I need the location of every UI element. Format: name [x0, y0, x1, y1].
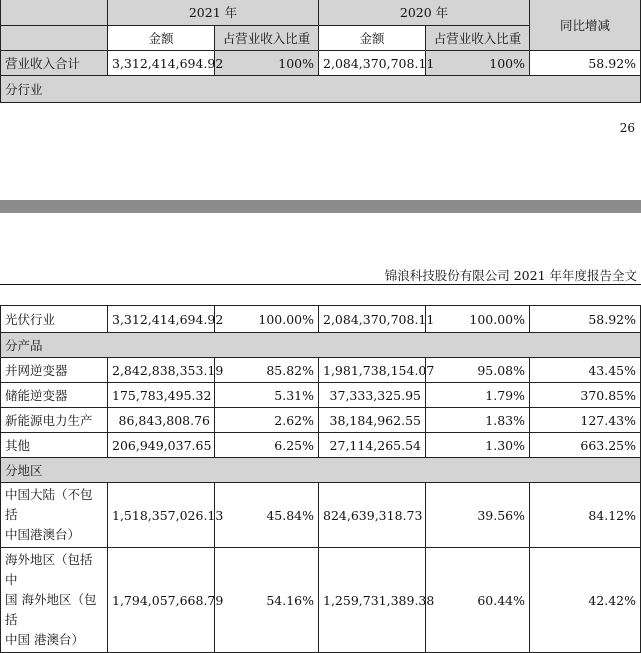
row-label-line: 海外地区（包括中	[5, 552, 93, 587]
amount-2021-cell: 3,312,414,694.92	[108, 306, 215, 333]
ratio-2020-cell: 39.56%	[426, 483, 530, 548]
page-number: 26	[619, 121, 635, 135]
header-rule	[0, 284, 641, 285]
amount-2021-header: 金额	[108, 26, 215, 51]
amount-2020-cell: 1,981,738,154.07	[319, 358, 426, 383]
ratio-2021-cell: 85.82%	[215, 358, 319, 383]
yoy-cell: 84.12%	[530, 483, 641, 548]
amount-2021-cell: 175,783,495.32	[108, 383, 215, 408]
blank-header-cell	[1, 26, 108, 51]
amount-2020-cell: 824,639,318.73	[319, 483, 426, 548]
table-row	[1, 408, 641, 433]
table-row	[1, 358, 641, 383]
blank-header-cell	[1, 0, 108, 26]
section-label: 分产品	[1, 333, 641, 358]
amount-2020-cell: 2,084,370,708.11	[319, 306, 426, 333]
ratio-2020-header: 占营业收入比重	[426, 26, 530, 51]
section-row-industry	[1, 76, 641, 103]
table-row	[1, 483, 641, 548]
yoy-cell: 58.92%	[530, 51, 641, 76]
table-row	[1, 433, 641, 458]
page-break-band	[0, 200, 641, 213]
revenue-composition-table-top	[0, 0, 641, 103]
amount-2020-cell: 2,084,370,708.11	[319, 51, 426, 76]
row-label	[1, 548, 108, 653]
amount-2021-cell: 1,794,057,668.79	[108, 548, 215, 653]
amount-2021-cell: 3,312,414,694.92	[108, 51, 215, 76]
yoy-cell: 58.92%	[530, 306, 641, 333]
ratio-2021-cell: 100%	[215, 51, 319, 76]
yoy-cell: 370.85%	[530, 383, 641, 408]
section-row-region	[1, 458, 641, 483]
table-row	[1, 548, 641, 653]
year-header-row	[1, 0, 641, 26]
yoy-cell: 43.45%	[530, 358, 641, 383]
year-2021-header: 2021 年	[108, 0, 319, 26]
row-label: 储能逆变器	[1, 383, 108, 408]
amount-2020-cell: 1,259,731,389.38	[319, 548, 426, 653]
amount-2020-header: 金额	[319, 26, 426, 51]
ratio-2021-cell: 54.16%	[215, 548, 319, 653]
year-2020-header: 2020 年	[319, 0, 530, 26]
row-label: 新能源电力生产	[1, 408, 108, 433]
section-label: 分行业	[1, 76, 641, 103]
revenue-composition-table-bottom	[0, 305, 641, 653]
amount-2021-cell: 2,842,838,353.19	[108, 358, 215, 383]
row-label: 其他	[1, 433, 108, 458]
section-label: 分地区	[1, 458, 641, 483]
row-label-line: 中国 港澳台）	[5, 632, 84, 647]
ratio-2021-cell: 45.84%	[215, 483, 319, 548]
ratio-2021-cell: 100.00%	[215, 306, 319, 333]
table-row	[1, 383, 641, 408]
ratio-2020-cell: 1.79%	[426, 383, 530, 408]
row-label	[1, 483, 108, 548]
ratio-2021-cell: 2.62%	[215, 408, 319, 433]
amount-2020-cell: 37,333,325.95	[319, 383, 426, 408]
amount-2021-cell: 86,843,808.76	[108, 408, 215, 433]
yoy-cell: 42.42%	[530, 548, 641, 653]
running-header: 锦浪科技股份有限公司 2021 年年度报告全文	[384, 268, 637, 283]
ratio-2020-cell: 100.00%	[426, 306, 530, 333]
row-label-line: 中国港澳台）	[5, 527, 81, 542]
ratio-2021-header: 占营业收入比重	[215, 26, 319, 51]
ratio-2020-cell: 100%	[426, 51, 530, 76]
amount-2020-cell: 38,184,962.55	[319, 408, 426, 433]
total-revenue-row	[1, 51, 641, 76]
industry-row	[1, 306, 641, 333]
amount-2020-cell: 27,114,265.54	[319, 433, 426, 458]
yoy-header: 同比增减	[530, 0, 641, 51]
amount-2021-cell: 206,949,037.65	[108, 433, 215, 458]
yoy-cell: 127.43%	[530, 408, 641, 433]
row-label: 并网逆变器	[1, 358, 108, 383]
ratio-2020-cell: 1.83%	[426, 408, 530, 433]
yoy-cell: 663.25%	[530, 433, 641, 458]
amount-2021-cell: 1,518,357,026.13	[108, 483, 215, 548]
ratio-2020-cell: 60.44%	[426, 548, 530, 653]
ratio-2021-cell: 5.31%	[215, 383, 319, 408]
ratio-2020-cell: 1.30%	[426, 433, 530, 458]
row-label: 光伏行业	[1, 306, 108, 333]
ratio-2021-cell: 6.25%	[215, 433, 319, 458]
row-label-line: 国 海外地区（包括	[5, 592, 97, 627]
row-label: 营业收入合计	[1, 51, 108, 76]
row-label-line: 中国大陆（不包括	[5, 487, 93, 522]
ratio-2020-cell: 95.08%	[426, 358, 530, 383]
section-row-product	[1, 333, 641, 358]
